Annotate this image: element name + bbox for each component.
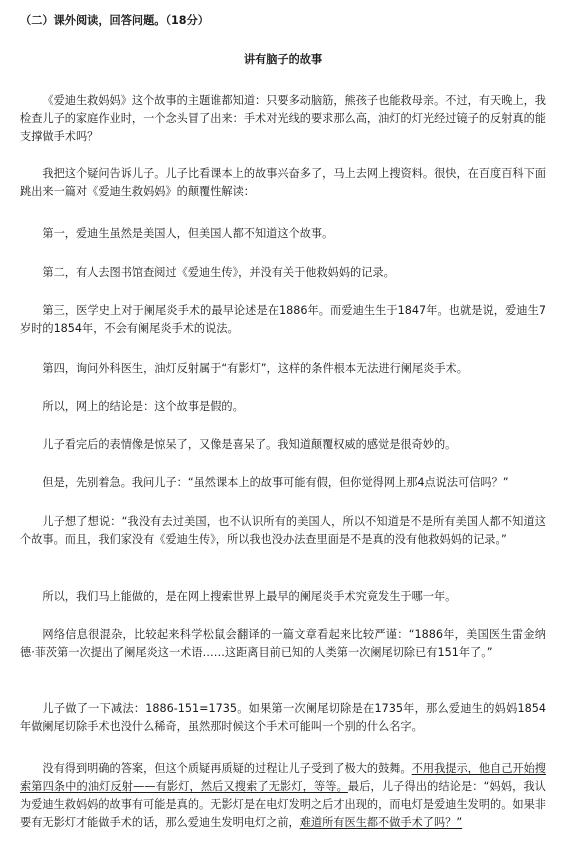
underlined-question-text: 不用我提示，他自己开始搜索第四条中的油灯反射——有影灯，然后又搜索了无影灯，等等。	[20, 762, 546, 793]
paragraph-5	[20, 302, 546, 338]
paragraph-12	[20, 626, 546, 662]
paragraph-text: 儿子做了一下减法：1886-151=1735。如果第一次阑尾切除是在1735年，那么爱迪生的妈妈1854年做阑尾切除手术也没什么稀奇，虽然那时候这个手术可能叫一个别的什么名字。	[20, 702, 546, 733]
underlined-question-text: 难道所有医生都不做手术了吗？”	[299, 816, 463, 829]
paragraph-text: 所以，网上的结论是：这个故事是假的。	[42, 400, 244, 413]
paragraph-6	[20, 360, 546, 378]
paragraph-text: 第一，爱迪生虽然是美国人，但美国人都不知道这个故事。	[42, 227, 334, 240]
paragraph-8	[20, 436, 546, 454]
paragraph-9	[20, 474, 546, 492]
section-heading: （二）课外阅读，回答问题。（18分）	[20, 14, 209, 27]
paragraph-text: 但是，先别着急。我问儿子：“虽然课本上的故事可能有假，但你觉得网上那4点说法可信吗？”	[42, 476, 509, 489]
paragraph-text: 我把这个疑问告诉儿子。儿子比看课本上的故事兴奋多了，马上去网上搜资料。很快，在百度百科下面跳出来一篇对《爱迪生救妈妈》的颠覆性解读：	[20, 167, 546, 198]
article-title: 讲有脑子的故事	[243, 53, 323, 66]
paragraph-text: 第三，医学史上对于阑尾炎手术的最早论述是在1886年。而爱迪生生于1847年。也就是说，爱迪生7岁时的1854年，不会有阑尾炎手术的说法。	[20, 304, 546, 335]
paragraph-7	[20, 398, 546, 416]
paragraph-1	[20, 92, 546, 146]
paragraph-3	[20, 225, 546, 243]
paragraph-text: 儿子想了想说：“我没有去过美国，也不认识所有的美国人，所以不知道是不是所有美国人都不知道这个故事。而且，我们家没有《爱迪生传》，所以我也没办法查里面是不是真的没有他救妈妈的记录。”	[20, 515, 546, 546]
paragraph-text: 第二，有人去图书馆查阅过《爱迪生传》，并没有关于他救妈妈的记录。	[42, 266, 395, 279]
paragraph-text: 《爱迪生救妈妈》这个故事的主题谁都知道：只要多动脑筋，熊孩子也能救母亲。不过，有天晚上，我检查儿子的家庭作业时，一个念头冒了出来：手术对光线的要求那么高，油灯的灯光经过镜子的反射真的能支撑做手术吗？	[20, 94, 546, 143]
paragraph-10	[20, 513, 546, 549]
paragraph-text: 第四，询问外科医生，油灯反射属于“有影灯”，这样的条件根本无法进行阑尾炎手术。	[42, 362, 468, 375]
paragraph-14	[20, 760, 546, 832]
paragraph-2	[20, 165, 546, 201]
paragraph-text: 儿子看完后的表情像是惊呆了，又像是喜呆了。我知道颠覆权威的感觉是很奇妙的。	[42, 438, 457, 451]
paragraph-13	[20, 700, 546, 736]
paragraph-text: 网络信息很混杂，比较起来科学松鼠会翻译的一篇文章看起来比较严谨：“1886年，美国医生雷金纳德·菲茨第一次提出了阑尾炎这一术语……这距离目前已知的人类第一次阑尾切除已有151年了。”	[20, 628, 546, 659]
paragraph-text-part: 最后，儿子得出的结论是：“妈妈，我认为爱迪生救妈妈的故事有可能是真的。无影灯是在电灯发明之后才出现的，而电灯是爱迪生发明的。如果非要有无影灯才能做手术的话，那么爱迪生发明电灯之前，	[20, 780, 546, 829]
paragraph-4	[20, 264, 546, 282]
paragraph-11	[20, 588, 546, 606]
paragraph-text-part: 没有得到明确的答案，但这个质疑再质疑的过程让儿子受到了极大的鼓舞。	[42, 762, 412, 775]
paragraph-text: 所以，我们马上能做的，是在网上搜索世界上最早的阑尾炎手术究竟发生于哪一年。	[42, 590, 457, 603]
